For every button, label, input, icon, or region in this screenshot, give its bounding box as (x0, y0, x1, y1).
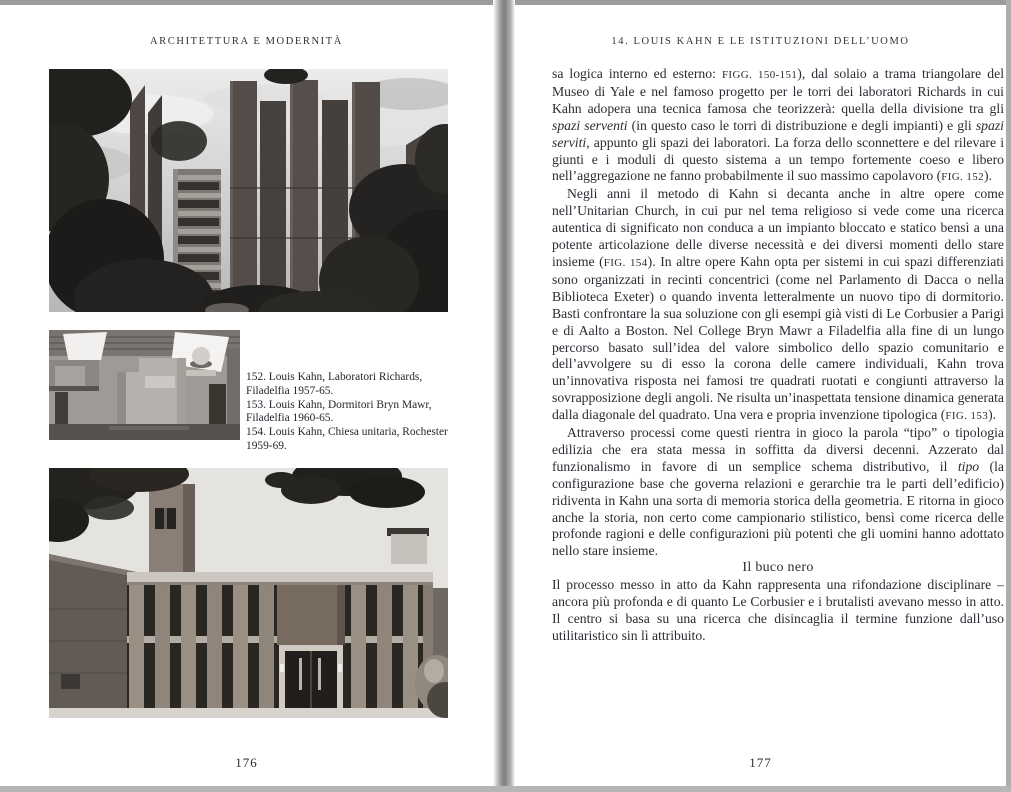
section-heading: Il buco nero (742, 560, 814, 576)
figure-154-unitarian-church-photo (49, 468, 448, 718)
left-page (0, 5, 493, 786)
richards-labs-image (49, 69, 448, 312)
left-running-head: ARCHITETTURA E MODERNITÀ (150, 36, 343, 47)
scan-edge-bottom (0, 786, 1011, 792)
figure-152-richards-labs-photo (49, 69, 448, 312)
figure-153-bryn-mawr-interior-photo (49, 330, 240, 440)
bryn-mawr-interior-image (49, 330, 240, 440)
figure-caption: 154. Louis Kahn, Chiesa unitaria, Rochester 1959-69. (246, 426, 448, 452)
right-running-head: 14. LOUIS KAHN E LE ISTITUZIONI DELL’UOMO (611, 36, 910, 47)
body-paragraph: Negli anni il metodo di Kahn si decanta anche in altre opere come nell’Unitarian Church, in cui pur nel tema religioso si vede come una ricerca autentica di significato non conduca a un impianto bloccato e statico bensì a una potente articolazione delle diverse necessità e dei diversi momenti dello stare insieme (FIG. 154). In altre opere Kahn opta per sistemi in cui spazi differenziati sono organizzati in recinti concentrici (come nel Parlamento di Dacca o nella Biblioteca Exeter) o quando inventa letteralmente un nuovo tipo di dormitorio. Basti confrontare la sua soluzione con gli esempi già visti di Le Corbusier a Parigi e di Aalto a Boston. Nel College Bryn Mawr a Filadelfia alla fine di un lungo percorso basato sull’idea del valore simbolico dello spazio comunitario e dell’avvolgere su di esso la corona delle camere individuali, Kahn trova un’innovativa risposta nei famosi tre quadrati ruotati e congiunti attraverso la sovrapposizione degli angoli. Ne risulta un’inaspettata tensione dinamica generata dalla diagonale del quadrato. Una vera e propria invenzione tipologica (FIG. 153). (552, 186, 1004, 423)
page-gutter (493, 0, 515, 792)
body-paragraph: sa logica interno ed esterno: FIGG. 150-151), dal solaio a trama triangolare del Museo di Yale e nel famoso progetto per le torri dei laboratori Richards in cui Kahn adopera una tecnica famosa che teorizzerà: quella della divisione tra gli spazi serventi (in questo caso le torri di distribuzione e degli impianti) e gli spazi serviti, appunto gli spazi dei laboratori. La forza dello sconnettere e del rilevare i giunti e i moduli di questo sistema a un tempo fortemente coeso e libero nell’aggregazione ne fanno probabilmente il suo massimo capolavoro (FIG. 152). (552, 66, 1004, 184)
body-paragraph: Attraverso processi come questi rientra in gioco la parola “tipo” o tipologia edilizia che era stata messa in soffitta da diversi decenni. Azzerato dal funzionalismo in favore di un semplice schema distributivo, il tipo (la configurazione base che governa relazioni e gerarchie tra le parti dell’edificio) ridiventa in Kahn una sorta di memoria storica della geometria. E ritorna in gioco anche la storia, non certo come campionario stilistico, bensì come ricerca delle profonde ragioni e delle configurazioni più potenti che gli uomini hanno adottato nello stare insieme. (552, 425, 1004, 559)
left-page-number: 176 (235, 755, 258, 770)
figure-captions (246, 371, 457, 454)
body-paragraph: Il processo messo in atto da Kahn rappresenta una rifondazione disciplinare – ancora più profonda e di quanto Le Corbusier e i brutalisti avevano messo in atto. Il centro si basa su una ricerca che disincaglia il termine funzione dall’uso utilitaristico sin lì attribuito. (552, 577, 1004, 643)
right-page-number: 177 (749, 755, 772, 770)
figure-caption: 152. Louis Kahn, Laboratori Richards, Filadelfia 1957-65. (246, 371, 423, 397)
scan-edge-right (1006, 0, 1011, 792)
right-page (515, 5, 1006, 786)
unitarian-church-image (49, 468, 448, 718)
figure-caption: 153. Louis Kahn, Dormitori Bryn Mawr, Filadelfia 1960-65. (246, 398, 432, 425)
body-text (552, 66, 1004, 645)
